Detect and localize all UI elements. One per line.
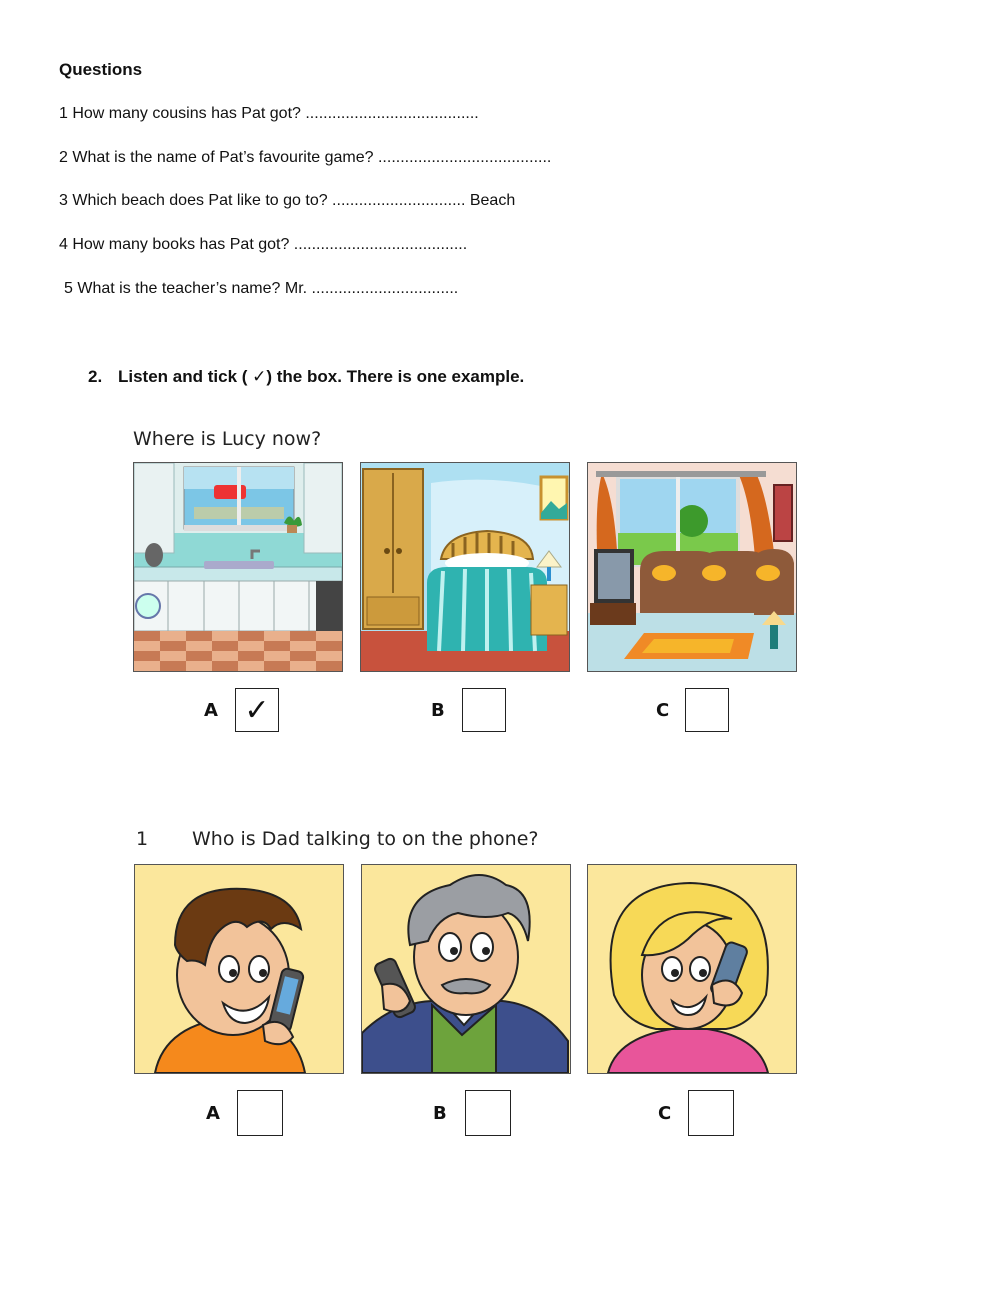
section-2-number: 2. (88, 367, 103, 386)
woman-picture (587, 864, 797, 1074)
question-2-game: 2 What is the name of Pat’s favourite game? ....................................... (59, 149, 552, 166)
kitchen-picture (133, 462, 343, 672)
grandfather-picture (361, 864, 571, 1074)
question-1-option-a-checkbox[interactable] (237, 1090, 283, 1136)
example-option-c-letter: C (656, 700, 670, 721)
question-1-option-c-letter: C (658, 1103, 672, 1124)
example-option-c-checkbox[interactable] (685, 688, 729, 732)
example-option-a-checkbox[interactable]: ✓ (235, 688, 279, 732)
living-room-picture (587, 462, 797, 672)
question-1-text: Who is Dad talking to on the phone? (192, 828, 539, 850)
example-option-b-checkbox[interactable] (462, 688, 506, 732)
bedroom-picture (360, 462, 570, 672)
example-option-b-letter: B (431, 700, 445, 721)
living-room-illustration (588, 463, 796, 671)
example-option-a-letter: A (204, 700, 218, 721)
question-3-beach: 3 Which beach does Pat like to go to? .............................. Beach (59, 192, 516, 209)
questions-heading: Questions (59, 60, 143, 79)
boy-on-phone-illustration (135, 865, 343, 1073)
question-5-teacher: 5 What is the teacher’s name? Mr. ................................. (64, 280, 459, 297)
bedroom-illustration (361, 463, 569, 671)
question-1-cousins: 1 How many cousins has Pat got? ....................................... (59, 105, 479, 122)
section-2-text: Listen and tick ( ✓) the box. There is one example. (118, 367, 525, 386)
question-4-books: 4 How many books has Pat got? ....................................... (59, 236, 468, 253)
question-1-option-a-letter: A (206, 1103, 220, 1124)
woman-on-phone-illustration (588, 865, 796, 1073)
section-2-instruction (88, 367, 524, 387)
grandfather-on-phone-illustration (362, 865, 570, 1073)
question-1-option-b-letter: B (433, 1103, 447, 1124)
question-1-option-c-checkbox[interactable] (688, 1090, 734, 1136)
kitchen-illustration (134, 463, 342, 671)
question-1-option-b-checkbox[interactable] (465, 1090, 511, 1136)
question-1-number: 1 (136, 828, 149, 850)
boy-picture (134, 864, 344, 1074)
example-question: Where is Lucy now? (133, 428, 322, 450)
